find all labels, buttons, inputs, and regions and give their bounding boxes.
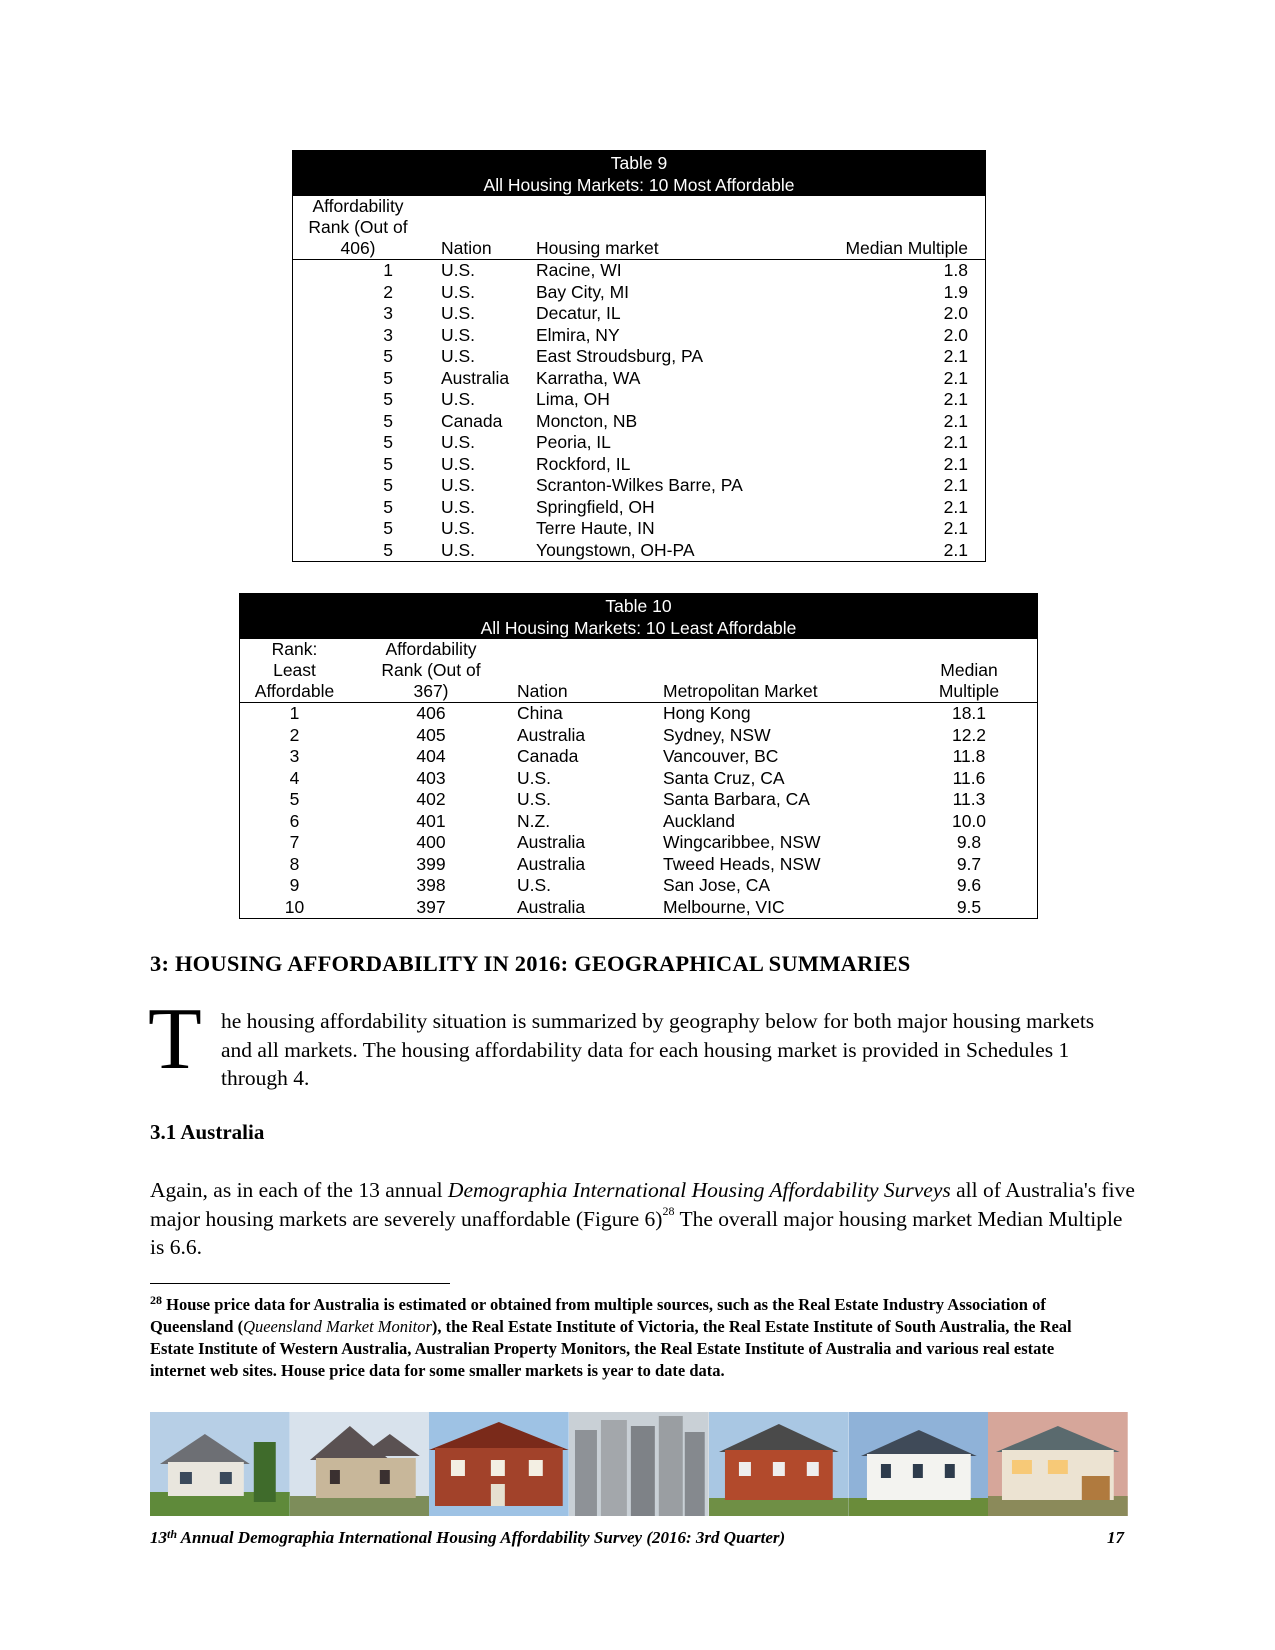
table-row [240, 768, 1037, 790]
page-number: 17 [1107, 1528, 1124, 1547]
rank-cell: 403 [416, 767, 446, 788]
house-photo-2 [290, 1412, 430, 1516]
table-9-header [293, 151, 985, 196]
table-row [240, 897, 1037, 919]
house-photo-4 [569, 1412, 709, 1516]
col-least-header: Rank: Least Affordable [254, 639, 335, 701]
col-market-header: Housing market [536, 238, 659, 258]
multiple-cell: 2.1 [943, 475, 968, 495]
nation-cell: U.S. [441, 324, 476, 345]
multiple-cell: 2.0 [943, 324, 968, 345]
page-footer [150, 1528, 1124, 1548]
rank-cell: 399 [416, 853, 446, 874]
market-cell: Scranton-Wilkes Barre, PA [536, 475, 743, 495]
table-10-subtitle: All Housing Markets: 10 Least Affordable [480, 618, 797, 638]
market-cell: Auckland [663, 810, 735, 831]
multiple-cell: 9.5 [956, 896, 982, 917]
nation-cell: China [517, 703, 563, 723]
market-cell: Santa Cruz, CA [663, 767, 785, 788]
market-cell: Springfield, OH [536, 496, 655, 517]
least-rank-cell: 1 [289, 703, 300, 723]
section-intro: he housing affordability situation is summarized by geography below for both major housing markets and all markets. The housing affordability data for each housing market is provided in Schedules 1 through 4. [221, 1009, 1095, 1090]
nation-cell: Australia [517, 853, 586, 874]
rank-cell: 5 [383, 475, 393, 495]
table-row [293, 432, 985, 454]
table-row [240, 746, 1037, 768]
table-row [293, 389, 985, 411]
table-row [240, 875, 1037, 897]
multiple-cell: 2.1 [943, 453, 968, 474]
rank-cell: 401 [416, 810, 446, 831]
nation-cell: U.S. [517, 789, 552, 809]
rank-cell: 5 [383, 367, 393, 388]
multiple-cell: 11.8 [952, 746, 986, 766]
house-photo-7 [988, 1412, 1128, 1516]
rank-cell: 5 [383, 518, 393, 538]
rank-cell: 5 [383, 389, 393, 409]
table-10-title: Table 10 [605, 596, 672, 616]
nation-cell: Canada [441, 410, 503, 431]
house-photo-1 [150, 1412, 290, 1516]
table-10-body [240, 703, 1037, 918]
table-row [293, 411, 985, 433]
nation-cell: U.S. [441, 518, 476, 538]
table-row [293, 475, 985, 497]
rank-cell: 2 [383, 281, 393, 302]
table-row [293, 260, 985, 282]
multiple-cell: 9.6 [956, 875, 982, 895]
house-photo-6 [849, 1412, 989, 1516]
multiple-cell: 2.1 [943, 389, 968, 409]
rank-cell: 405 [416, 724, 446, 745]
table-row [293, 540, 985, 562]
nation-cell: Australia [517, 896, 586, 917]
table-9-column-headers [293, 196, 985, 260]
table-row [293, 368, 985, 390]
table-9-subtitle: All Housing Markets: 10 Most Affordable [483, 175, 795, 195]
table-row [240, 725, 1037, 747]
multiple-cell: 2.1 [943, 410, 968, 431]
subsection-heading: 3.1 Australia [150, 1120, 265, 1144]
australia-paragraph: Again, as in each of the 13 annual Demographia International Housing Affordability Surveys all of Australia's five major housing markets are severely unaffordable (Figure 6)$^{28}$ The overall major housing market Median Multiple is 6.6. [150, 1178, 1135, 1259]
market-cell: Melbourne, VIC [663, 896, 785, 917]
rank-cell: 5 [383, 346, 393, 366]
multiple-cell: 1.9 [943, 281, 968, 302]
col-multiple-header: Median Multiple [845, 238, 968, 258]
table-10 [239, 593, 1038, 919]
multiple-cell: 2.1 [943, 432, 968, 452]
rank-cell: 400 [416, 832, 446, 852]
table-row [240, 789, 1037, 811]
market-cell: Karratha, WA [536, 367, 641, 388]
market-cell: Youngstown, OH-PA [536, 539, 695, 560]
multiple-cell: 9.8 [956, 832, 982, 852]
market-cell: Wingcaribbee, NSW [663, 832, 821, 852]
least-rank-cell: 10 [284, 896, 305, 917]
rank-cell: 404 [416, 746, 446, 766]
multiple-cell: 2.1 [943, 539, 968, 560]
rank-cell: 5 [383, 432, 393, 452]
market-cell: San Jose, CA [663, 875, 770, 895]
house-photo-3 [429, 1412, 569, 1516]
table-row [293, 454, 985, 476]
rank-cell: 406 [416, 703, 446, 723]
least-rank-cell: 7 [289, 832, 300, 852]
col-rank-header: Affordability Rank (Out of 367) [381, 639, 481, 701]
drop-cap: T [148, 991, 202, 1088]
multiple-cell: 18.1 [951, 703, 987, 723]
table-row [240, 811, 1037, 833]
nation-cell: Canada [517, 746, 579, 766]
nation-cell: U.S. [441, 281, 476, 302]
nation-cell: U.S. [441, 389, 476, 409]
multiple-cell: 11.3 [952, 789, 986, 809]
rank-cell: 3 [383, 324, 393, 345]
least-rank-cell: 9 [289, 875, 300, 895]
table-9-title: Table 9 [610, 153, 668, 173]
table-row [293, 497, 985, 519]
nation-cell: U.S. [441, 453, 476, 474]
house-photo-5 [709, 1412, 849, 1516]
least-rank-cell: 8 [289, 853, 300, 874]
nation-cell: U.S. [517, 875, 552, 895]
market-cell: Rockford, IL [536, 453, 631, 474]
market-cell: Santa Barbara, CA [663, 789, 810, 809]
table-row [240, 854, 1037, 876]
nation-cell: U.S. [441, 539, 476, 560]
multiple-cell: 2.1 [943, 496, 968, 517]
nation-cell: U.S. [441, 346, 476, 366]
market-cell: Peoria, IL [536, 432, 611, 452]
market-cell: Hong Kong [663, 703, 751, 723]
rank-cell: 398 [416, 875, 446, 895]
multiple-cell: 11.6 [952, 767, 986, 788]
nation-cell: U.S. [441, 475, 476, 495]
market-cell: Racine, WI [536, 260, 622, 280]
multiple-cell: 1.8 [943, 260, 968, 280]
rank-cell: 5 [383, 453, 393, 474]
table-row [240, 832, 1037, 854]
market-cell: Decatur, IL [536, 303, 621, 323]
nation-cell: U.S. [517, 767, 552, 788]
rank-cell: 5 [383, 496, 393, 517]
table-row [293, 325, 985, 347]
least-rank-cell: 3 [289, 746, 300, 766]
market-cell: Sydney, NSW [663, 724, 771, 745]
multiple-cell: 2.0 [943, 303, 968, 323]
rank-cell: 5 [383, 539, 393, 560]
table-row [240, 703, 1037, 725]
nation-cell: U.S. [441, 496, 476, 517]
table-row [293, 282, 985, 304]
multiple-cell: 12.2 [951, 724, 987, 745]
rank-cell: 1 [383, 260, 393, 280]
col-market-header: Metropolitan Market [663, 681, 818, 701]
least-rank-cell: 2 [289, 724, 300, 745]
footnote-number: 28 [150, 1293, 162, 1307]
multiple-cell: 2.1 [943, 367, 968, 388]
rank-cell: 397 [416, 896, 446, 917]
multiple-cell: 2.1 [943, 346, 968, 366]
nation-cell: U.S. [441, 303, 476, 323]
table-10-header [240, 594, 1037, 639]
nation-cell: Australia [441, 367, 510, 388]
col-multiple-header: Median Multiple [938, 660, 1000, 701]
house-photo-strip [150, 1412, 1128, 1516]
footnote: $^{28}$ House price data for Australia is estimated or obtained from multiple sources, such as the Real Estate Industry Association of Queensland (Queensland Market Monitor), the Real Estate Institute of Victoria, the Real Estate Institute of South Australia, the Real Estate Institute of Western Australia, Australian Property Monitors, the Real Estate Institute of Australia and various real estate internet web sites. House price data for some smaller markets is year to date data. [150, 1293, 1072, 1380]
market-cell: Moncton, NB [536, 410, 638, 431]
least-rank-cell: 4 [289, 767, 300, 788]
table-row [293, 346, 985, 368]
nation-cell: Australia [517, 724, 586, 745]
market-cell: East Stroudsburg, PA [536, 346, 703, 366]
nation-cell: N.Z. [517, 810, 551, 831]
table-9-body [293, 260, 985, 561]
footnote-ref[interactable]: 28 [662, 1203, 675, 1218]
footer-title: 13th Annual Demographia International Housing Affordability Survey (2016: 3rd Quarter) [150, 1527, 786, 1547]
table-row [293, 518, 985, 540]
table-row [293, 303, 985, 325]
market-cell: Vancouver, BC [663, 746, 779, 766]
rank-cell: 402 [416, 789, 446, 809]
multiple-cell: 10.0 [951, 810, 987, 831]
table-9 [292, 150, 986, 562]
col-nation-header: Nation [441, 238, 492, 258]
col-rank-header: Affordability Rank (Out of 406) [308, 196, 408, 258]
section-heading: 3: HOUSING AFFORDABILITY IN 2016: GEOGRAPHICAL SUMMARIES [150, 951, 911, 976]
nation-cell: U.S. [441, 260, 476, 280]
least-rank-cell: 5 [289, 789, 300, 809]
rank-cell: 3 [383, 303, 393, 323]
least-rank-cell: 6 [289, 810, 300, 831]
rank-cell: 5 [383, 410, 393, 431]
multiple-cell: 9.7 [956, 853, 982, 874]
market-cell: Terre Haute, IN [536, 518, 655, 538]
nation-cell: Australia [517, 832, 586, 852]
market-cell: Tweed Heads, NSW [663, 853, 821, 874]
multiple-cell: 2.1 [943, 518, 968, 538]
col-nation-header: Nation [517, 681, 568, 701]
nation-cell: U.S. [441, 432, 476, 452]
footnote-divider [150, 1283, 450, 1284]
market-cell: Bay City, MI [536, 281, 630, 302]
table-10-column-headers [240, 639, 1037, 703]
market-cell: Elmira, NY [536, 324, 620, 345]
market-cell: Lima, OH [536, 389, 610, 409]
